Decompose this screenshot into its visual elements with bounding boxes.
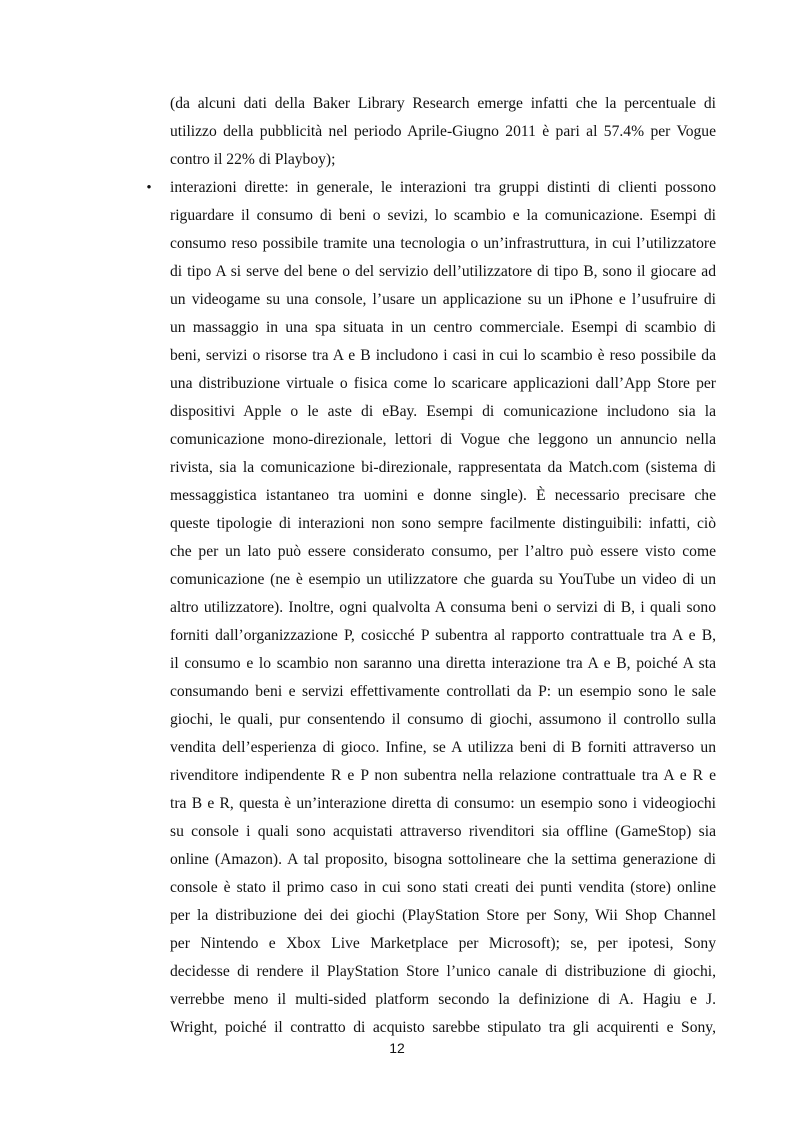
text-line: una distribuzione virtuale o fisica come lo scaricare applicazioni dall’App Store per (170, 375, 716, 392)
text-line: dispositivi Apple o le aste di eBay. Esempi di comunicazione includono sia la (170, 403, 716, 420)
text-line: beni, servizi o risorse tra A e B includono i casi in cui lo scambio è reso possibile da (170, 347, 716, 364)
text-line: su console i quali sono acquistati attraverso rivenditori sia offline (GameStop) sia (170, 823, 716, 840)
text-line: (da alcuni dati della Baker Library Research emerge infatti che la percentuale di (170, 95, 716, 112)
text-line: online (Amazon). A tal proposito, bisogna sottolineare che la settima generazione di (170, 851, 716, 868)
text-line: utilizzo della pubblicità nel periodo Aprile-Giugno 2011 è pari al 57.4% per Vogue (170, 123, 716, 140)
text-line: giochi, le quali, pur consentendo il consumo di giochi, assumono il controllo sulla (170, 711, 716, 728)
text-line: tra B e R, questa è un’interazione diretta di consumo: un esempio sono i videogiochi (170, 795, 716, 812)
text-line: che per un lato può essere considerato consumo, per l’altro può essere visto come (170, 543, 716, 560)
text-line: comunicazione mono-direzionale, lettori di Vogue che leggono un annuncio nella (170, 431, 716, 448)
text-line: un videogame su una console, l’usare un applicazione su un iPhone e l’usufruire di (170, 291, 716, 308)
text-line: per la distribuzione dei dei giochi (PlayStation Store per Sony, Wii Shop Channel (170, 907, 716, 924)
text-line: decidesse di rendere il PlayStation Store l’unico canale di distribuzione di giochi, (170, 963, 716, 980)
text-line: verrebbe meno il multi-sided platform secondo la definizione di A. Hagiu e J. (170, 991, 716, 1008)
body-text (170, 90, 716, 1042)
text-line: il consumo e lo scambio non saranno una diretta interazione tra A e B, poiché A sta (170, 655, 716, 672)
text-line: consumando beni e servizi effettivamente controllati da P: un esempio sono le sale (170, 683, 716, 700)
text-line: per Nintendo e Xbox Live Marketplace per Microsoft); se, per ipotesi, Sony (170, 935, 716, 952)
text-line: console è stato il primo caso in cui sono stati creati dei punti vendita (store) online (170, 879, 716, 896)
text-line: un massaggio in una spa situata in un centro commerciale. Esempi di scambio di (170, 319, 716, 336)
text-line: interazioni dirette: in generale, le interazioni tra gruppi distinti di clienti possono (170, 179, 716, 196)
bullet-icon: • (146, 180, 152, 196)
text-line: contro il 22% di Playboy); (170, 151, 336, 168)
text-line: queste tipologie di interazioni non sono sempre facilmente distinguibili: infatti, ciò (170, 515, 716, 532)
text-line: forniti dall’organizzazione P, cosicché P subentra al rapporto contrattuale tra A e B, (170, 627, 716, 644)
text-line: di tipo A si serve del bene o del servizio dell’utilizzatore di tipo B, sono il giocare ad (170, 263, 716, 280)
text-line: rivista, sia la comunicazione bi-direzionale, rappresentata da Match.com (sistema di (170, 459, 716, 476)
text-line: altro utilizzatore). Inoltre, ogni qualvolta A consuma beni o servizi di B, i quali sono (170, 599, 716, 616)
text-line: messaggistica istantaneo tra uomini e donne single). È necessario precisare che (170, 487, 716, 504)
text-line: riguardare il consumo di beni o sevizi, lo scambio e la comunicazione. Esempi di (170, 207, 716, 224)
page-number: 12 (389, 1040, 405, 1056)
text-line: consumo reso possibile tramite una tecnologia o un’infrastruttura, in cui l’utilizzatore (170, 235, 716, 252)
text-line: comunicazione (ne è esempio un utilizzatore che guarda su YouTube un video di un (170, 571, 716, 588)
text-line: Wright, poiché il contratto di acquisto sarebbe stipulato tra gli acquirenti e Sony, (170, 1019, 716, 1036)
text-line: vendita dell’esperienza di gioco. Infine, se A utilizza beni di B forniti attraverso un (170, 739, 716, 756)
text-line: rivenditore indipendente R e P non subentra nella relazione contrattuale tra A e R e (170, 767, 716, 784)
